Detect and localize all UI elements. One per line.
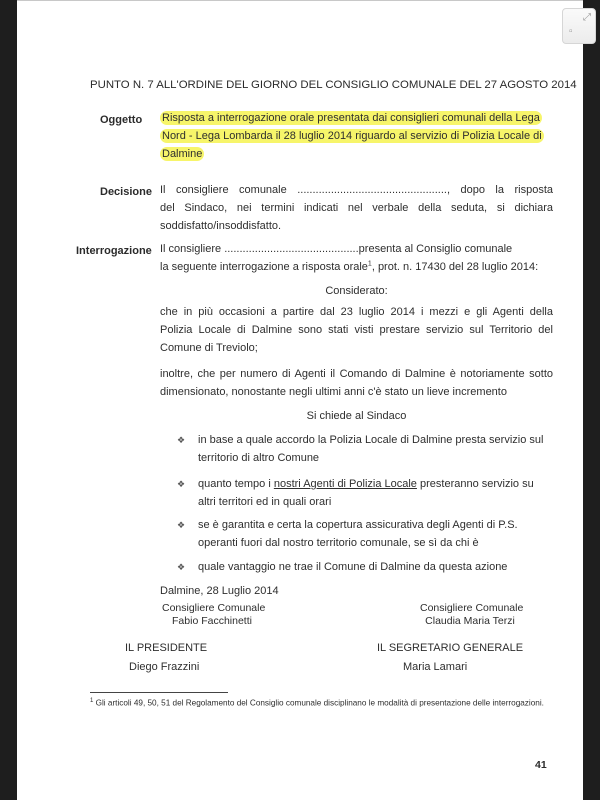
segretario-name: Maria Lamari bbox=[403, 661, 468, 673]
decisione-label: Decisione bbox=[100, 186, 152, 198]
richiesta-item-4-line-1: quale vantaggio ne trae il Comune di Dalmine da questa azione bbox=[198, 561, 508, 573]
page-number: 41 bbox=[535, 759, 547, 771]
footnote bbox=[90, 696, 562, 709]
firmatario-2-name: Claudia Maria Terzi bbox=[425, 615, 515, 627]
underlined-phrase: nostri Agenti di Polizia Locale bbox=[273, 478, 417, 490]
considerato-p2-line-1: inoltre, che per numero di Agenti il Comando di Dalmine è notoriamente sotto bbox=[160, 368, 553, 380]
expand-fullscreen-button[interactable] bbox=[562, 8, 596, 44]
interrogazione-line-2-text: la seguente interrogazione a risposta orale bbox=[160, 261, 368, 273]
decisione-line-3: soddisfatto/insoddisfatto. bbox=[160, 220, 282, 232]
diamond-bullet-icon: ❖ bbox=[177, 562, 186, 572]
firmatario-1 bbox=[162, 602, 266, 628]
footnote-separator bbox=[90, 692, 228, 693]
shrink-arrow-icon: ▫ bbox=[569, 26, 573, 37]
decisione-line-2: del Sindaco, nei termini indicati nel verbale della seduta, si dichiara bbox=[160, 202, 553, 214]
segretario-title: IL SEGRETARIO GENERALE bbox=[377, 642, 524, 654]
richiesta-item-2-line-2: altri territori ed in quali orari bbox=[198, 496, 332, 508]
oggetto-line-1: Risposta a interrogazione orale presentata dai consiglieri comunali della Lega bbox=[162, 112, 540, 124]
considerato-paragraph-1 bbox=[160, 303, 553, 357]
firmatario-2-role: Consigliere Comunale bbox=[420, 602, 524, 614]
richiesta-item-3 bbox=[177, 516, 557, 552]
considerato-paragraph-2 bbox=[160, 365, 553, 401]
considerato-p2-line-2: dimensionato, nonostante negli ultimi anni c'è stato un lieve incremento bbox=[160, 386, 507, 398]
footnote-marker: 1 bbox=[90, 698, 94, 704]
interrogazione-text bbox=[160, 240, 560, 276]
richiesta-item-4-text bbox=[198, 558, 507, 576]
richiesta-item-2-line-1 bbox=[198, 475, 534, 493]
document-page bbox=[17, 0, 583, 800]
oggetto-line-3: Dalmine bbox=[162, 148, 203, 160]
decisione-text bbox=[160, 181, 553, 235]
richiesta-item-4 bbox=[177, 558, 557, 576]
oggetto-label: Oggetto bbox=[100, 114, 143, 126]
interrogazione-line-2-protocol: , prot. n. 17430 del 28 luglio 2014: bbox=[371, 261, 539, 273]
richiesta-item-3-text bbox=[198, 516, 518, 552]
oggetto-text bbox=[160, 109, 553, 163]
richiesta-item-2 bbox=[177, 475, 557, 511]
luogo-data: Dalmine, 28 Luglio 2014 bbox=[160, 585, 279, 597]
considerato-p1-line-3: Comune di Treviolo; bbox=[160, 342, 258, 354]
richieste-title: Si chiede al Sindaco bbox=[306, 410, 407, 422]
diamond-bullet-icon: ❖ bbox=[177, 479, 186, 489]
diamond-bullet-icon: ❖ bbox=[177, 520, 186, 530]
diamond-bullet-icon: ❖ bbox=[177, 435, 186, 445]
richiesta-item-1-text bbox=[198, 431, 543, 467]
footnote-text: Gli articoli 49, 50, 51 del Regolamento del Consiglio comunale disciplinano le modalità di presentazione delle interrogazioni. bbox=[93, 698, 544, 708]
footnote-reference[interactable]: 1 bbox=[367, 260, 372, 268]
considerato-p1-line-2: Polizia Locale di Dalmine sono stati visti prestare servizio sul Territorio del bbox=[160, 324, 553, 336]
interrogazione-line-1: Il consigliere ............................................presenta al Consiglio comunale bbox=[160, 243, 513, 255]
firmatario-1-name: Fabio Facchinetti bbox=[172, 615, 252, 627]
expand-arrow-icon: ⤢ bbox=[583, 12, 591, 23]
richiesta-item-2-text-before: quanto tempo i bbox=[198, 478, 274, 490]
oggetto-line-2: Nord - Lega Lombarda il 28 luglio 2014 riguardo al servizio di Polizia Locale di bbox=[162, 130, 542, 142]
considerato-title: Considerato: bbox=[325, 285, 388, 297]
richiesta-item-1-line-1: in base a quale accordo la Polizia Locale di Dalmine presta servizio sul bbox=[198, 434, 544, 446]
presidente-title: IL PRESIDENTE bbox=[125, 642, 208, 654]
interrogazione-line-2 bbox=[160, 258, 560, 276]
firmatario-1-role: Consigliere Comunale bbox=[162, 602, 266, 614]
document-heading: PUNTO N. 7 ALL'ORDINE DEL GIORNO DEL CONSIGLIO COMUNALE DEL 27 AGOSTO 2014 bbox=[90, 79, 577, 91]
richiesta-item-3-line-2: operanti fuori dal nostro territorio comunale, se sì da chi è bbox=[198, 537, 479, 549]
presidente-name: Diego Frazzini bbox=[129, 661, 200, 673]
richiesta-item-2-text bbox=[198, 475, 534, 511]
richiesta-item-1-line-2: territorio di altro Comune bbox=[198, 452, 320, 464]
richiesta-item-3-line-1: se è garantita e certa la copertura assicurativa degli Agenti di P.S. bbox=[198, 519, 518, 531]
interrogazione-label: Interrogazione bbox=[76, 245, 152, 257]
firmatario-2 bbox=[420, 602, 524, 628]
considerato-p1-line-1: che in più occasioni a partire dal 23 luglio 2014 i mezzi e gli Agenti della bbox=[160, 306, 553, 318]
richiesta-item-2-text-after: presteranno servizio su bbox=[416, 478, 534, 490]
richiesta-item-1 bbox=[177, 431, 557, 467]
decisione-line-1: Il consigliere comunale ................................................., dopo la risposta bbox=[160, 184, 553, 196]
